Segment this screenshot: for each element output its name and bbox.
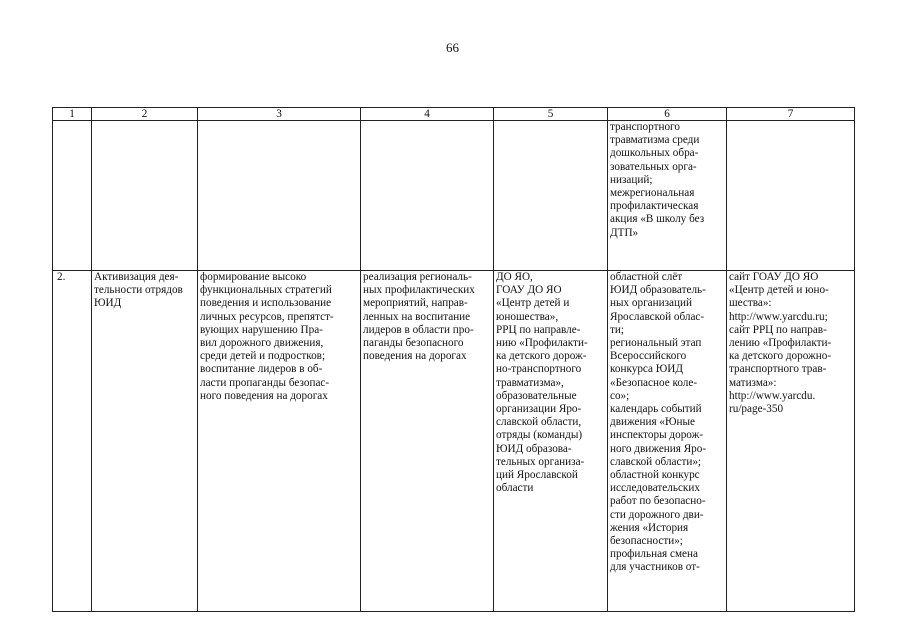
cell-task xyxy=(92,121,198,271)
table-row-2 xyxy=(53,271,855,612)
cell-goals: формирование высоко функциональных стратегий поведения и использование личных ресурсов, препятст- вующих нарушению Пра- вил дорожного движения, среди детей и подростков; воспитание лидеров в об- ласти пропаганды безопас- ного поведения на дорогах xyxy=(198,271,361,612)
cell-activities: реализация региональ- ных профилактических мероприятий, направ- ленных на воспитание лидеров в области про- паганды безопасного поведения на дорогах xyxy=(361,271,494,612)
cell-sources: сайт ГОАУ ДО ЯО «Центр детей и юно- шества»: http://www.yarcdu.ru; сайт РРЦ по направ- лению «Профилакти- ка детского дорожно- транспортного трав- матизма»: http://www.yarcdu. ru/page-350 xyxy=(727,271,855,612)
table-header-row xyxy=(53,108,855,121)
column-number-7: 7 xyxy=(727,108,855,121)
cell-activities xyxy=(361,121,494,271)
column-number-5: 5 xyxy=(494,108,608,121)
cell-task: Активизация дея- тельности отрядов ЮИД xyxy=(92,271,198,612)
cell-events: областной слёт ЮИД образователь- ных организаций Ярославской облас- ти; региональный этап Всероссийского конкурса ЮИД «Безопасное коле- со»; календарь событий движения «Юные инспекторы дорож- ного движения Яро- славской области»; областной конкурс исследовательских работ по безопасно- сти дорожного дви- жения «История безопасности»; профильная смена для участников от- xyxy=(608,271,727,612)
row-number: 2. xyxy=(57,271,66,283)
column-number-1: 1 xyxy=(53,108,92,121)
column-number-2: 2 xyxy=(92,108,198,121)
cell-sources xyxy=(727,121,855,271)
cell-events: транспортного травматизма среди дошкольных обра- зовательных орга- низаций; межрегиональная профилактическая акция «В школу без ДТП» xyxy=(608,121,727,271)
cell-responsible xyxy=(494,121,608,271)
column-number-3: 3 xyxy=(198,108,361,121)
cell-index xyxy=(53,121,92,271)
column-number-4: 4 xyxy=(361,108,494,121)
cell-goals xyxy=(198,121,361,271)
page-number: 66 xyxy=(446,40,459,55)
table-row-continuation xyxy=(53,121,855,271)
column-number-6: 6 xyxy=(608,108,727,121)
cell-index xyxy=(53,271,92,612)
events-table xyxy=(52,107,855,612)
cell-responsible: ДО ЯО, ГОАУ ДО ЯО «Центр детей и юношества», РРЦ по направле- нию «Профилакти- ка детского дорож- но-транспортного травматизма», образовательные организации Яро- славской области, отряды (команды) ЮИД образова- тельных организа- ций Ярославской области xyxy=(494,271,608,612)
